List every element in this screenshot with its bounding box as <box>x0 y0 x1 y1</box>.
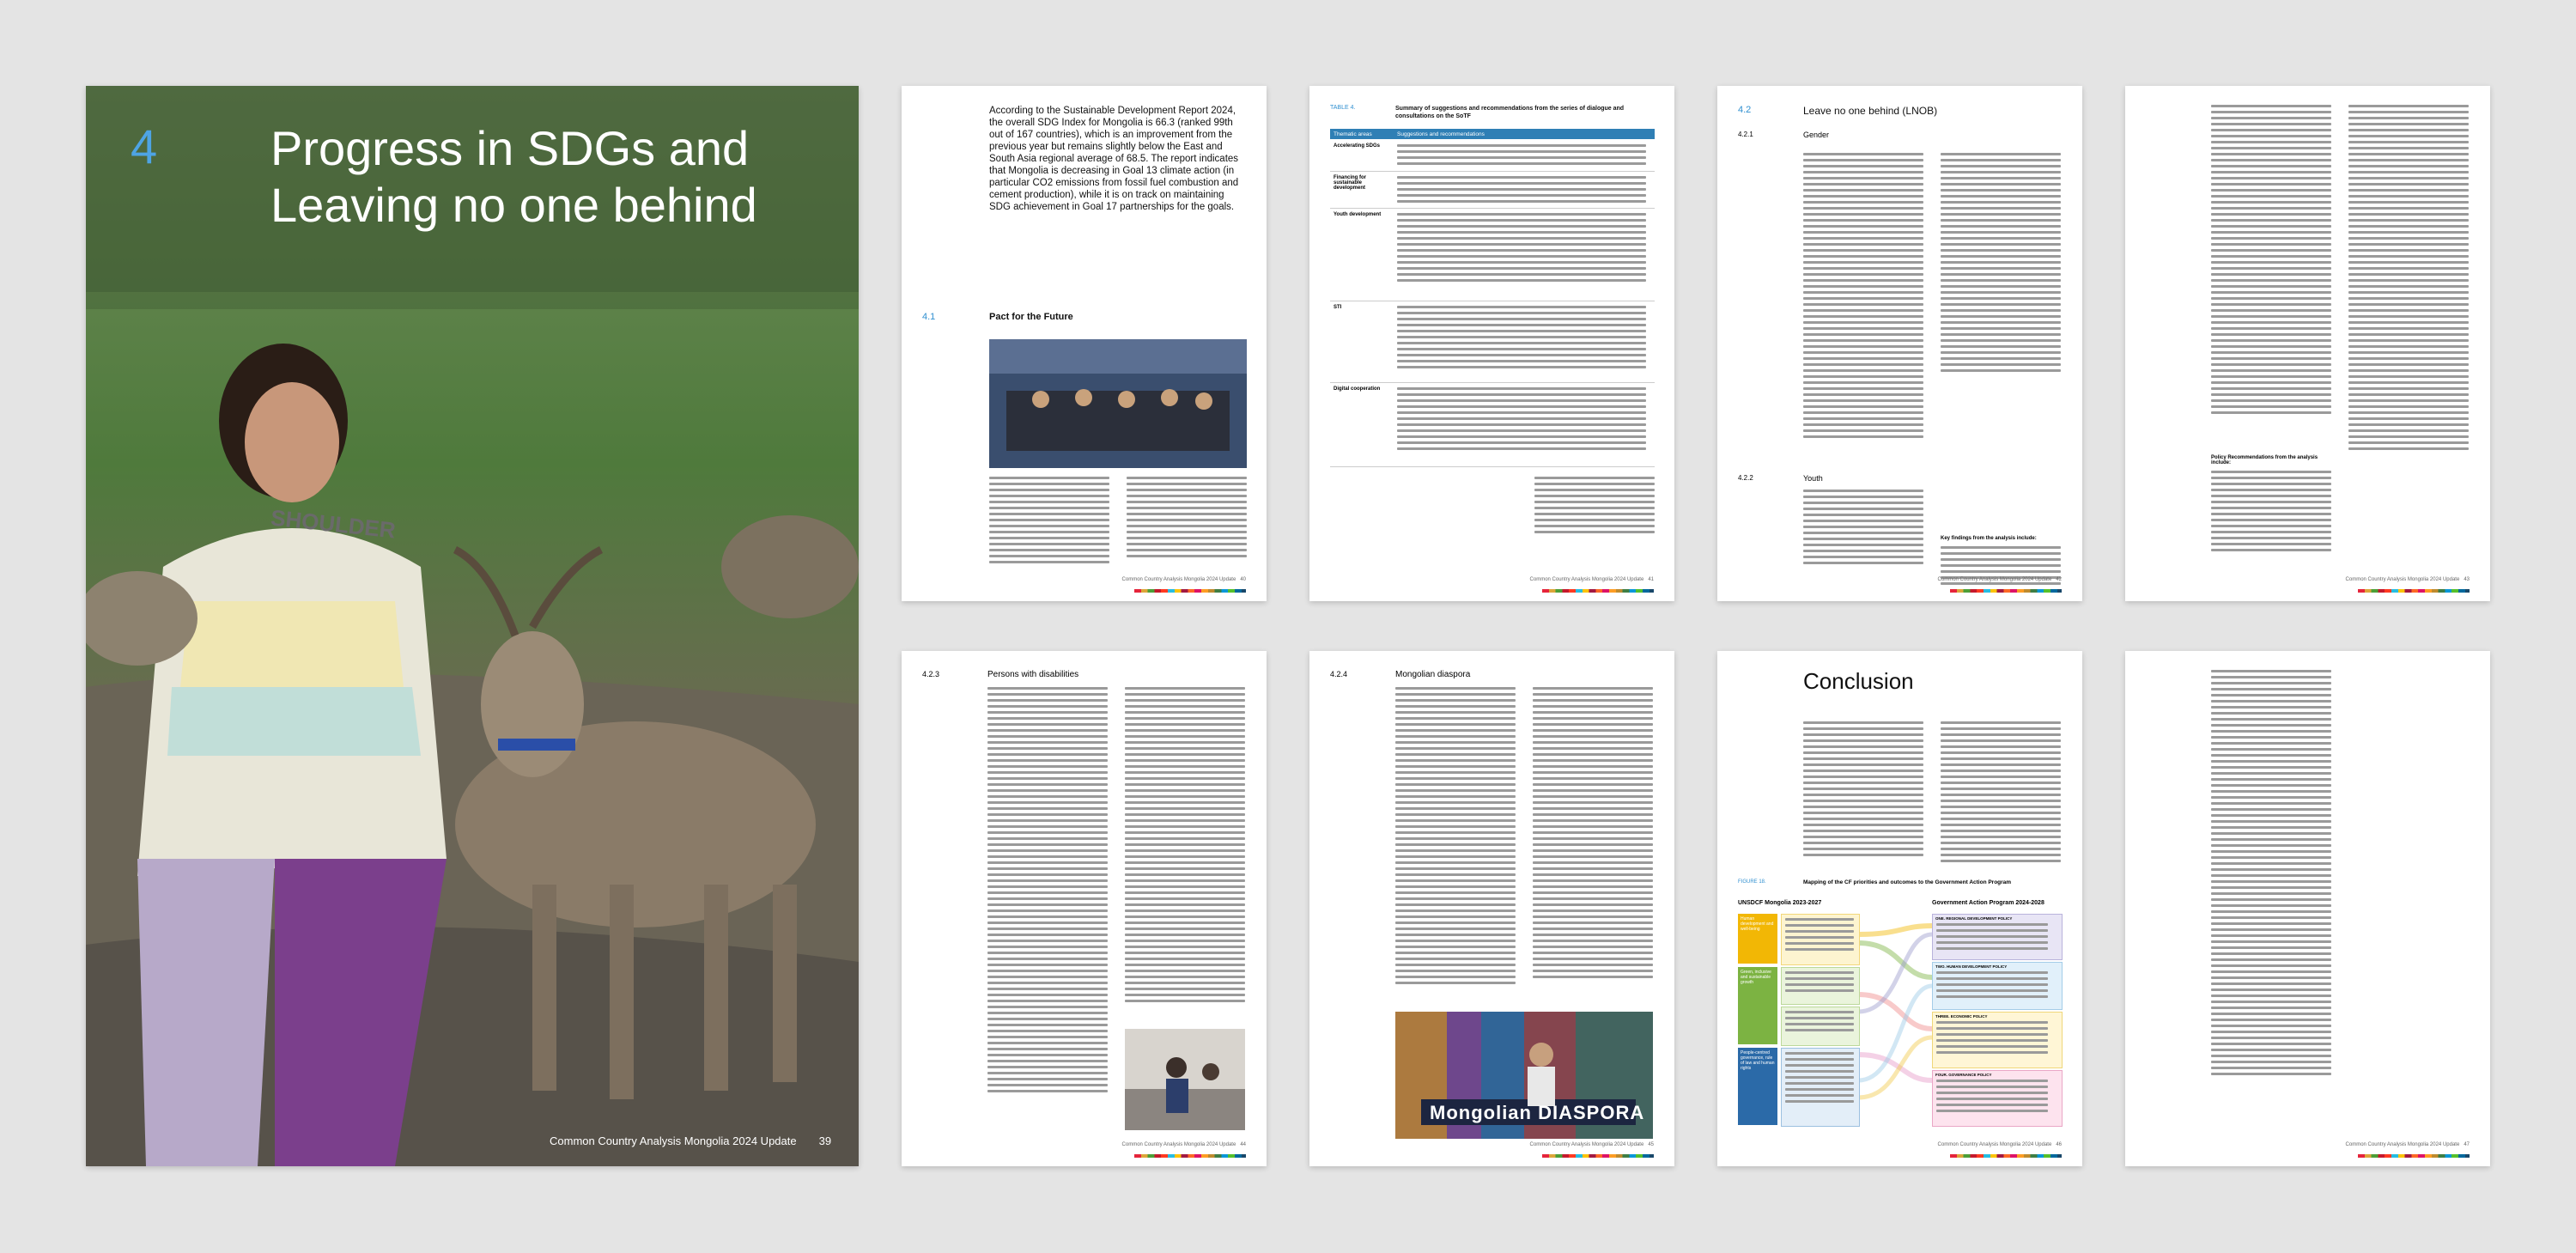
sdg-color-bar <box>1542 589 1654 593</box>
gender-text-right <box>1941 153 2061 375</box>
body-text-left <box>987 687 1108 1096</box>
section-title: Leave no one behind (LNOB) <box>1803 105 1938 117</box>
table-row <box>1330 142 1655 172</box>
body-text-left <box>989 477 1109 567</box>
cover-page <box>86 86 859 1166</box>
sdg-color-bar <box>1134 589 1246 593</box>
section-title: Mongolian diaspora <box>1395 670 1471 679</box>
page-40 <box>902 86 1267 601</box>
page-45 <box>1309 651 1674 1166</box>
row-label: Digital cooperation <box>1334 386 1381 392</box>
sdg-color-bar <box>2358 1154 2470 1158</box>
body-text-right <box>1127 477 1247 561</box>
outcome-box <box>1781 967 1860 1005</box>
table-label: TABLE 4. <box>1330 105 1356 111</box>
subsection-title: Gender <box>1803 131 1830 139</box>
page-44 <box>902 651 1267 1166</box>
sdg-color-bar <box>1950 1154 2062 1158</box>
diaspora-banner: Mongolian DIASPORA <box>1430 1102 1645 1123</box>
table-row <box>1330 303 1655 383</box>
gap-box-regional: ONE. REGIONAL DEVELOPMENT POLICY <box>1932 914 2063 960</box>
body-text-left <box>1803 721 1923 860</box>
section-title: Pact for the Future <box>989 312 1073 322</box>
cover-page-number: 39 <box>818 1134 832 1147</box>
conference-photo <box>989 339 1247 468</box>
body-text <box>1534 477 1655 537</box>
cover-title <box>270 120 757 234</box>
page-43 <box>2125 86 2490 601</box>
page-41 <box>1309 86 1674 601</box>
row-label: Accelerating SDGs <box>1334 143 1381 149</box>
section-number: 4.2 <box>1738 105 1752 115</box>
body-text-left <box>2211 105 2331 417</box>
table-header <box>1330 129 1655 139</box>
pillar-governance: People-centred governance, rule of law and human rights <box>1738 1048 1777 1125</box>
cover-title-line2: Leaving no one behind <box>270 178 757 232</box>
col-thematic-areas: Thematic areas <box>1334 131 1372 137</box>
youth-text <box>1803 490 1923 568</box>
page-footer: Common Country Analysis Mongolia 2024 Update 40 <box>1121 577 1246 582</box>
section-number: 4.2.4 <box>1330 670 1348 678</box>
figure-left-header: UNSDCF Mongolia 2023-2027 <box>1738 900 1822 906</box>
table-row <box>1330 173 1655 209</box>
policy-heading: Policy Recommendations from the analysis include: <box>2211 455 2318 465</box>
cover-footer <box>550 1134 831 1147</box>
table-title: Summary of suggestions and recommendations from the series of dialogue and consultations on the SoTF <box>1395 106 1625 119</box>
body-text-right <box>2348 105 2469 453</box>
gender-text-left <box>1803 153 1923 441</box>
row-label: Youth development <box>1334 212 1382 217</box>
sdg-color-bar <box>1134 1154 1246 1158</box>
figure-title: Mapping of the CF priorities and outcomes to the Government Action Program <box>1803 879 2012 885</box>
outcome-box <box>1781 1048 1860 1127</box>
page-footer: Common Country Analysis Mongolia 2024 Update 45 <box>1529 1142 1654 1147</box>
subsection-number: 4.2.2 <box>1738 474 1753 482</box>
section-title: Persons with disabilities <box>987 670 1079 679</box>
body-text-right <box>1533 687 1653 982</box>
sdg-color-bar <box>1950 589 2062 593</box>
gap-box-governance: FOUR. GOVERNANCE POLICY <box>1932 1070 2063 1127</box>
row-label: STI <box>1334 305 1342 310</box>
page-footer: Common Country Analysis Mongolia 2024 Update 43 <box>2345 577 2470 582</box>
conclusion-title: Conclusion <box>1803 668 1914 694</box>
body-text-right <box>1941 721 2061 866</box>
col-suggestions: Suggestions and recommendations <box>1397 131 1485 137</box>
cover-photo <box>86 86 859 1166</box>
page-footer: Common Country Analysis Mongolia 2024 Update 46 <box>1937 1142 2062 1147</box>
page-46 <box>1717 651 2082 1166</box>
row-label: Financing for sustainable development <box>1334 175 1366 191</box>
shirt-text: SHOULDER <box>269 504 398 544</box>
gap-box-human: TWO. HUMAN DEVELOPMENT POLICY <box>1932 962 2063 1010</box>
page-47 <box>2125 651 2490 1166</box>
gap-box-economic: THREE. ECONOMIC POLICY <box>1932 1012 2063 1068</box>
section-number: 4.1 <box>922 312 936 322</box>
table-row <box>1330 385 1655 467</box>
sdg-color-bar <box>2358 589 2470 593</box>
policy-text <box>2211 471 2331 555</box>
table-row <box>1330 210 1655 301</box>
body-text-right <box>1125 687 1245 1006</box>
page-footer: Common Country Analysis Mongolia 2024 Update 41 <box>1529 577 1654 582</box>
subsection-title: Youth <box>1803 474 1823 483</box>
pillar-human-development: Human development and well-being <box>1738 914 1777 964</box>
cover-footer-title: Common Country Analysis Mongolia 2024 Update <box>550 1134 797 1147</box>
body-text <box>2211 670 2331 1079</box>
outcome-box <box>1781 914 1860 965</box>
cover-title-line1: Progress in SDGs and <box>270 121 750 175</box>
disability-photo <box>1125 1029 1245 1130</box>
page-42 <box>1717 86 2082 601</box>
pillar-green-growth: Green, inclusive and sustainable growth <box>1738 967 1777 1044</box>
page-footer: Common Country Analysis Mongolia 2024 Update 47 <box>2345 1142 2470 1147</box>
page-footer: Common Country Analysis Mongolia 2024 Update 42 <box>1937 577 2062 582</box>
section-number: 4.2.3 <box>922 670 940 678</box>
subsection-number: 4.2.1 <box>1738 131 1753 138</box>
outcome-box <box>1781 1007 1860 1046</box>
intro-text: According to the Sustainable Development Report 2024, the overall SDG Index for Mongolia is 66.3 (ranked 99th out of 167 countries), which is an improvement from the previous year but remains slightly below the East and South Asia regional average of 68.5. The report indicates that Mongolia is decreasing in Goal 13 climate action (in particular CO2 emissions from fossil fuel combustion and cement production), while it is on track on maintaining SDG achievement in Goal 17 partnerships for the goals. <box>989 106 1239 212</box>
sdg-color-bar <box>1542 1154 1654 1158</box>
figure-label: FIGURE 18. <box>1738 879 1766 885</box>
figure-right-header: Government Action Program 2024-2028 <box>1932 900 2044 906</box>
page-footer: Common Country Analysis Mongolia 2024 Update 44 <box>1121 1142 1246 1147</box>
body-text-left <box>1395 687 1516 988</box>
chapter-number: 4 <box>131 119 158 173</box>
key-findings-heading: Key findings from the analysis include: <box>1941 536 2037 541</box>
